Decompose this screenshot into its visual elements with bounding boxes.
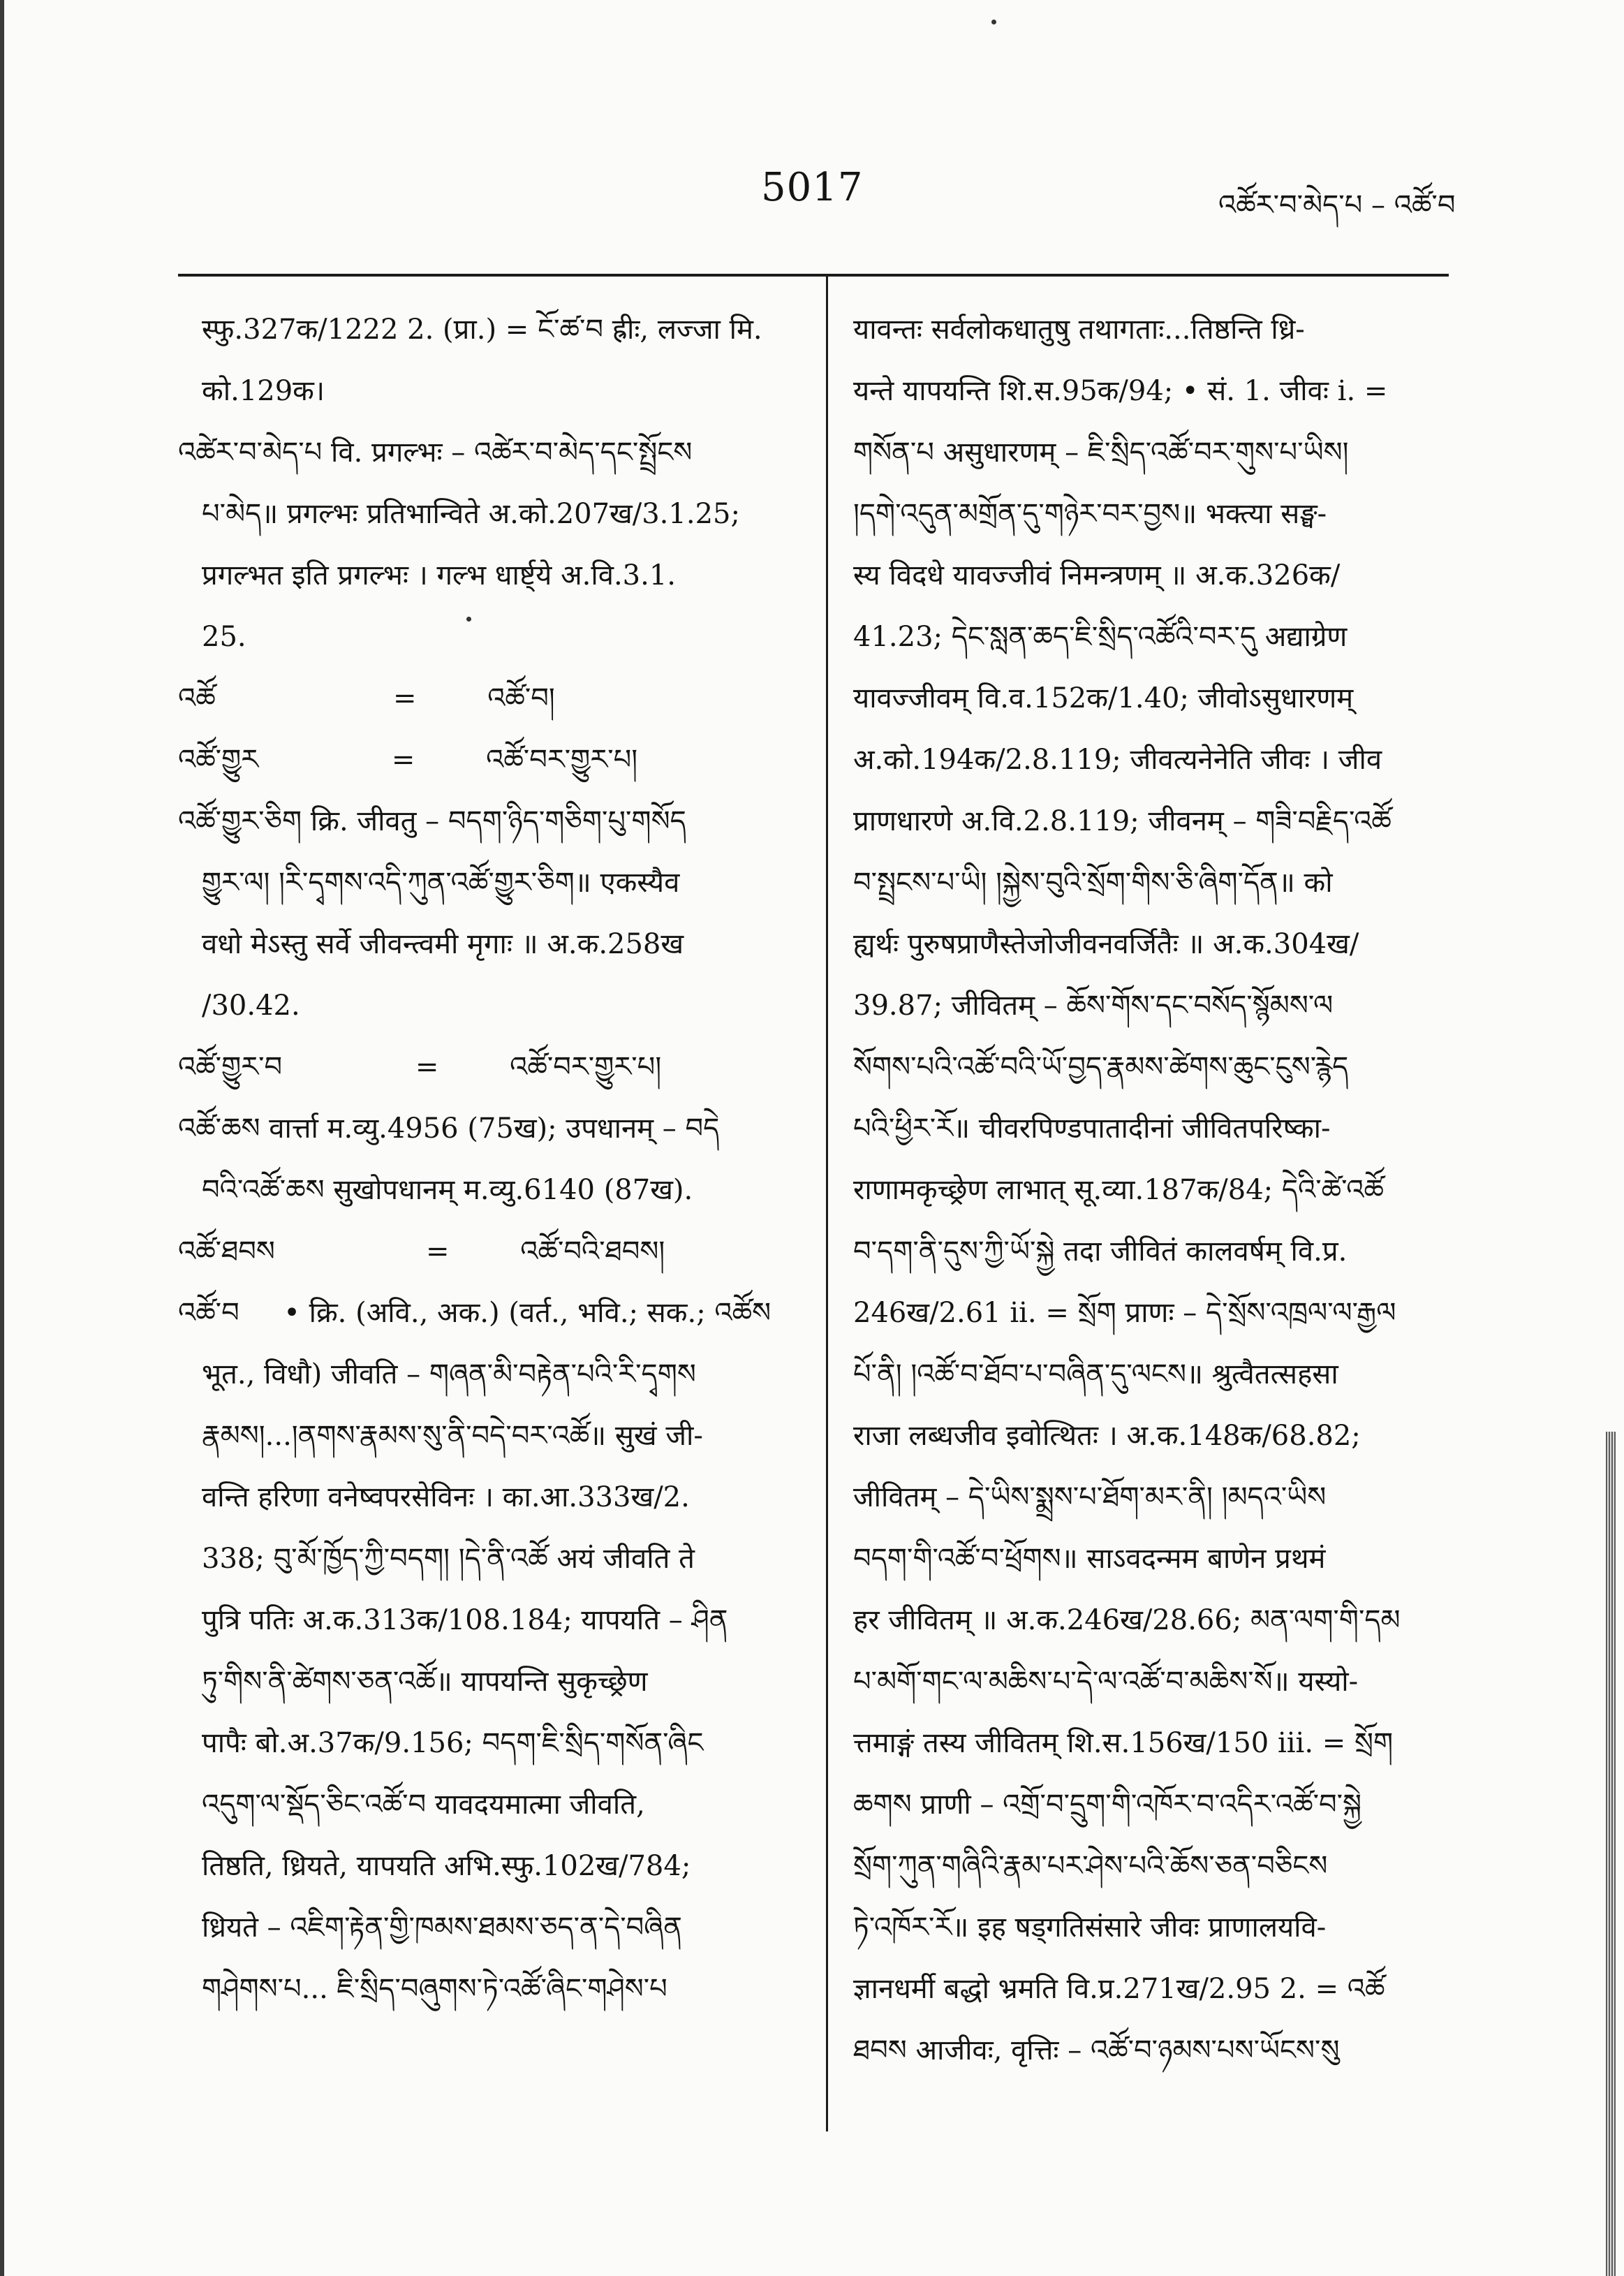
entry-line: तिष्ठति, ध्रियते, यापयति अभि.स्फु.102ख/784; [202, 1850, 691, 1882]
entry-line: སོགས་པའི་འཚོ་བའི་ཡོ་བྱད་རྣམས་ཚེགས་ཆུང་ངུས་རྙེད [853, 1051, 1349, 1083]
entry-line: को.129क। [202, 375, 325, 407]
entry-line: གསོན་པ असुधारणम् – ཇི་སྲིད་འཚོ་བར་གུས་པ་ཡིས། [853, 436, 1349, 469]
entry-line: राणामकृच्छ्रेण लाभात् सू.व्या.187क/84; དེའི་ཚེ་འཚོ [853, 1174, 1384, 1206]
entry-line: जीवितम् – དེ་ཡིས་སྨྲས་པ་ཐོག་མར་ནི། །མདའ་ཡིས [853, 1481, 1327, 1513]
entry-line: प्रगल्भत इति प्रगल्भः । गल्भ धार्ष्ट्ये अ.वि.3.1. [202, 559, 677, 592]
entry-line: ज्ञानधर्मी बद्धो भ्रमति वि.प्र.271ख/2.95 2. = འཚོ [853, 1973, 1385, 2005]
entry-line: यावन्तः सर्वलोकधातुषु तथागताः...तिष्ठन्ति ध्रि- [853, 314, 1305, 346]
headword-line: འཚོ་གྱུར་ཅིག क्रि. जीवतु – བདག་ཉིད་གཅིག་པུ་གསོད [178, 805, 686, 837]
entry-line: གྱུར་ལ། །རི་དྭགས་འདི་ཀུན་འཚོ་གྱུར་ཅིག॥ एकस्यैव [202, 867, 680, 899]
column-divider [826, 274, 828, 2131]
entry-line: །དགེ་འདུན་མགྲོན་དུ་གཉེར་བར་བྱས॥ भक्त्या सङ्घ- [853, 498, 1327, 530]
entry-line: हर जीवितम् ॥ अ.क.246ख/28.66; མན་ལག་གི་དམ [853, 1604, 1401, 1636]
headword-line: འཚོ = འཚོ་བ། [178, 682, 555, 714]
entry-line: स्य विदधे यावज्जीवं निमन्त्रणम् ॥ अ.क.326क/ [853, 559, 1341, 592]
entry-line: राजा लब्धजीव इवोत्थितः । अ.क.148क/68.82; [853, 1420, 1361, 1452]
header-rule [178, 274, 1449, 277]
entry-line: བ་དག་ནི་དུས་ཀྱི་ཡོ་སྐྱེ तदा जीवितं कालवर्षम् वि.प्र. [853, 1235, 1348, 1268]
entry-line: པའི་ཕྱིར་རོ॥ चीवरपिण्डपातादीनां जीवितपरिष्का- [853, 1113, 1331, 1145]
entry-line: त्तमाङ्गं तस्य जीवितम् शि.स.156ख/150 iii. = སྲོག [853, 1727, 1394, 1759]
entry-line: ཏེ་འཁོར་རོ॥ इह षड्गतिसंसारे जीवः प्राणालयवि- [853, 1911, 1327, 1944]
entry-line: པོ་ནི། །འཚོ་བ་ཐོབ་པ་བཞིན་དུ་ལངས॥ श्रुत्वैतत्सहसा [853, 1358, 1338, 1390]
entry-line: 39.87; जीवितम् – ཆོས་གོས་དང་བསོད་སྙོམས་ལ [853, 990, 1334, 1022]
headword-line: འཚོ་ཐབས = འཚོ་བའི་ཐབས། [178, 1235, 665, 1268]
entry-line: ध्रियते – འཇིག་རྟེན་གྱི་ཁམས་ཐམས་ཅད་ན་དེ་བཞིན [202, 1911, 682, 1944]
left-column [178, 299, 806, 2020]
scan-right-edge-texture [1606, 1432, 1616, 2276]
entry-line: གཤེགས་པ... ཇི་སྲིད་བཞུགས་ཏེ་འཚོ་ཞིང་གཤེས་པ [202, 1973, 667, 2005]
entry-line: སྲོག་ཀུན་གཞིའི་རྣམ་པར་ཤེས་པའི་ཆོས་ཅན་བཅིངས [853, 1850, 1328, 1882]
entry-line: ཏུ་གིས་ནི་ཚེགས་ཅན་འཚོ॥ यापयन्ति सुकृच्छ्रेण [202, 1666, 648, 1698]
headword-line: འཚེར་བ་མེད་པ वि. प्रगल्भः – འཚེར་བ་མེད་དང་སྤྲོངས [178, 436, 693, 469]
entry-line: भूत., विधौ) जीवति – གཞན་མི་བརྟེན་པའི་རི་དྭགས [202, 1358, 696, 1390]
entry-line: པ་མེད॥ प्रगल्भः प्रतिभान्विते अ.को.207ख/3.1.25; [202, 498, 740, 530]
headword-line: འཚོ་བ • क्रि. (अवि., अक.) (वर्त., भवि.; सक.; འཚོས [178, 1297, 772, 1329]
entry-line: འདུག་ལ་སྡོད་ཅིང་འཚོ་བ यावदयमात्मा जीवति, [202, 1789, 645, 1821]
headword-line: འཚོ་གྱུར་བ = འཚོ་བར་གྱུར་པ། [178, 1051, 662, 1083]
entry-line: བའི་འཚོ་ཆས सुखोपधानम् म.व्यु.6140 (87ख). [202, 1174, 693, 1206]
entry-line: བ་སྤྲངས་པ་ཡི། །སྐྱེས་བུའི་སྲོག་གིས་ཅི་ཞིག་དོན॥ को [853, 867, 1333, 899]
entry-line: स्फु.327क/1222 2. (प्रा.) = ངོ་ཚ་བ ह्रीः, लज्जा मि. [202, 314, 762, 346]
page-number: 5017 [761, 165, 864, 210]
scan-left-edge [0, 0, 4, 2276]
right-column [853, 299, 1468, 2081]
entry-line: वन्ति हरिणा वनेष्वपरसेविनः । का.आ.333ख/2. [202, 1481, 690, 1513]
entry-line: अ.को.194क/2.8.119; जीवत्यनेनेति जीवः । जीव [853, 744, 1382, 776]
entry-line: 41.23; དེང་སླན་ཆད་ཇི་སྲིད་འཚོའི་བར་དུ अद्याग्रेण [853, 621, 1348, 653]
entry-line: पुत्रि पतिः अ.क.313क/108.184; यापयति – ཤིན [202, 1604, 728, 1636]
entry-line: वधो मेऽस्तु सर्वे जीवन्त्वमी मृगाः ॥ अ.क.258ख [202, 928, 684, 960]
entry-line: यन्ते यापयन्ति शि.स.95क/94; • सं. 1. जीवः i. = [853, 375, 1388, 407]
entry-line: पापैः बो.अ.37क/9.156; བདག་ཇི་སྲིད་གསོན་ཞིང [202, 1727, 704, 1759]
entry-line: प्राणधारणे अ.वि.2.8.119; जीवनम् – གཟི་བརྗིད་འཚོ [853, 805, 1392, 837]
entry-line: པ་མགོ་གང་ལ་མཆིས་པ་དེ་ལ་འཚོ་བ་མཆིས་སོ॥ यस्यो- [853, 1666, 1359, 1698]
entry-line: 25. [202, 621, 246, 653]
entry-line: ཐབས आजीवः, वृत्तिः – འཚོ་བ་ཉམས་པས་ཡོངས་སུ [853, 2034, 1340, 2066]
headword-line: འཚོ་གྱུར = འཚོ་བར་གྱུར་པ། [178, 744, 638, 776]
entry-line: བདག་གི་འཚོ་བ་ཕྲོགས॥ साऽवदन्मम बाणेन प्रथमं [853, 1543, 1326, 1575]
entry-line: 246ख/2.61 ii. = སྲོག प्राणः – དེ་སྲོས་འཁྲལ་ལ་རྒྱལ [853, 1297, 1396, 1329]
entry-line: 338; བུ་མོ་ཁྱོད་ཀྱི་བདག། །དེ་ནི་འཚོ अयं जीवति ते [202, 1543, 695, 1575]
entry-line: /30.42. [202, 990, 300, 1022]
entry-line: རྣམས།...།ནགས་རྣམས་སུ་ནི་བདེ་བར་འཚོ॥ सुखं जी- [202, 1420, 703, 1452]
entry-line: यावज्जीवम् वि.व.152क/1.40; जीवोऽसुधारणम् [853, 682, 1354, 714]
scan-speck [991, 20, 996, 24]
entry-line: ཆགས प्राणी – འགྲོ་བ་དྲུག་གི་འཁོར་བ་འདིར་འཚོ་བ་སྐྱེ [853, 1789, 1362, 1821]
entry-line: ह्यर्थः पुरुषप्राणैस्तेजोजीवनवर्जितैः ॥ अ.क.304ख/ [853, 928, 1359, 960]
running-head: འཚོར་བ་མེད་པ – འཚོ་བ [1218, 189, 1456, 221]
headword-line: འཚོ་ཆས वार्त्ता म.व्यु.4956 (75ख); उपधानम् – བདེ [178, 1113, 720, 1145]
